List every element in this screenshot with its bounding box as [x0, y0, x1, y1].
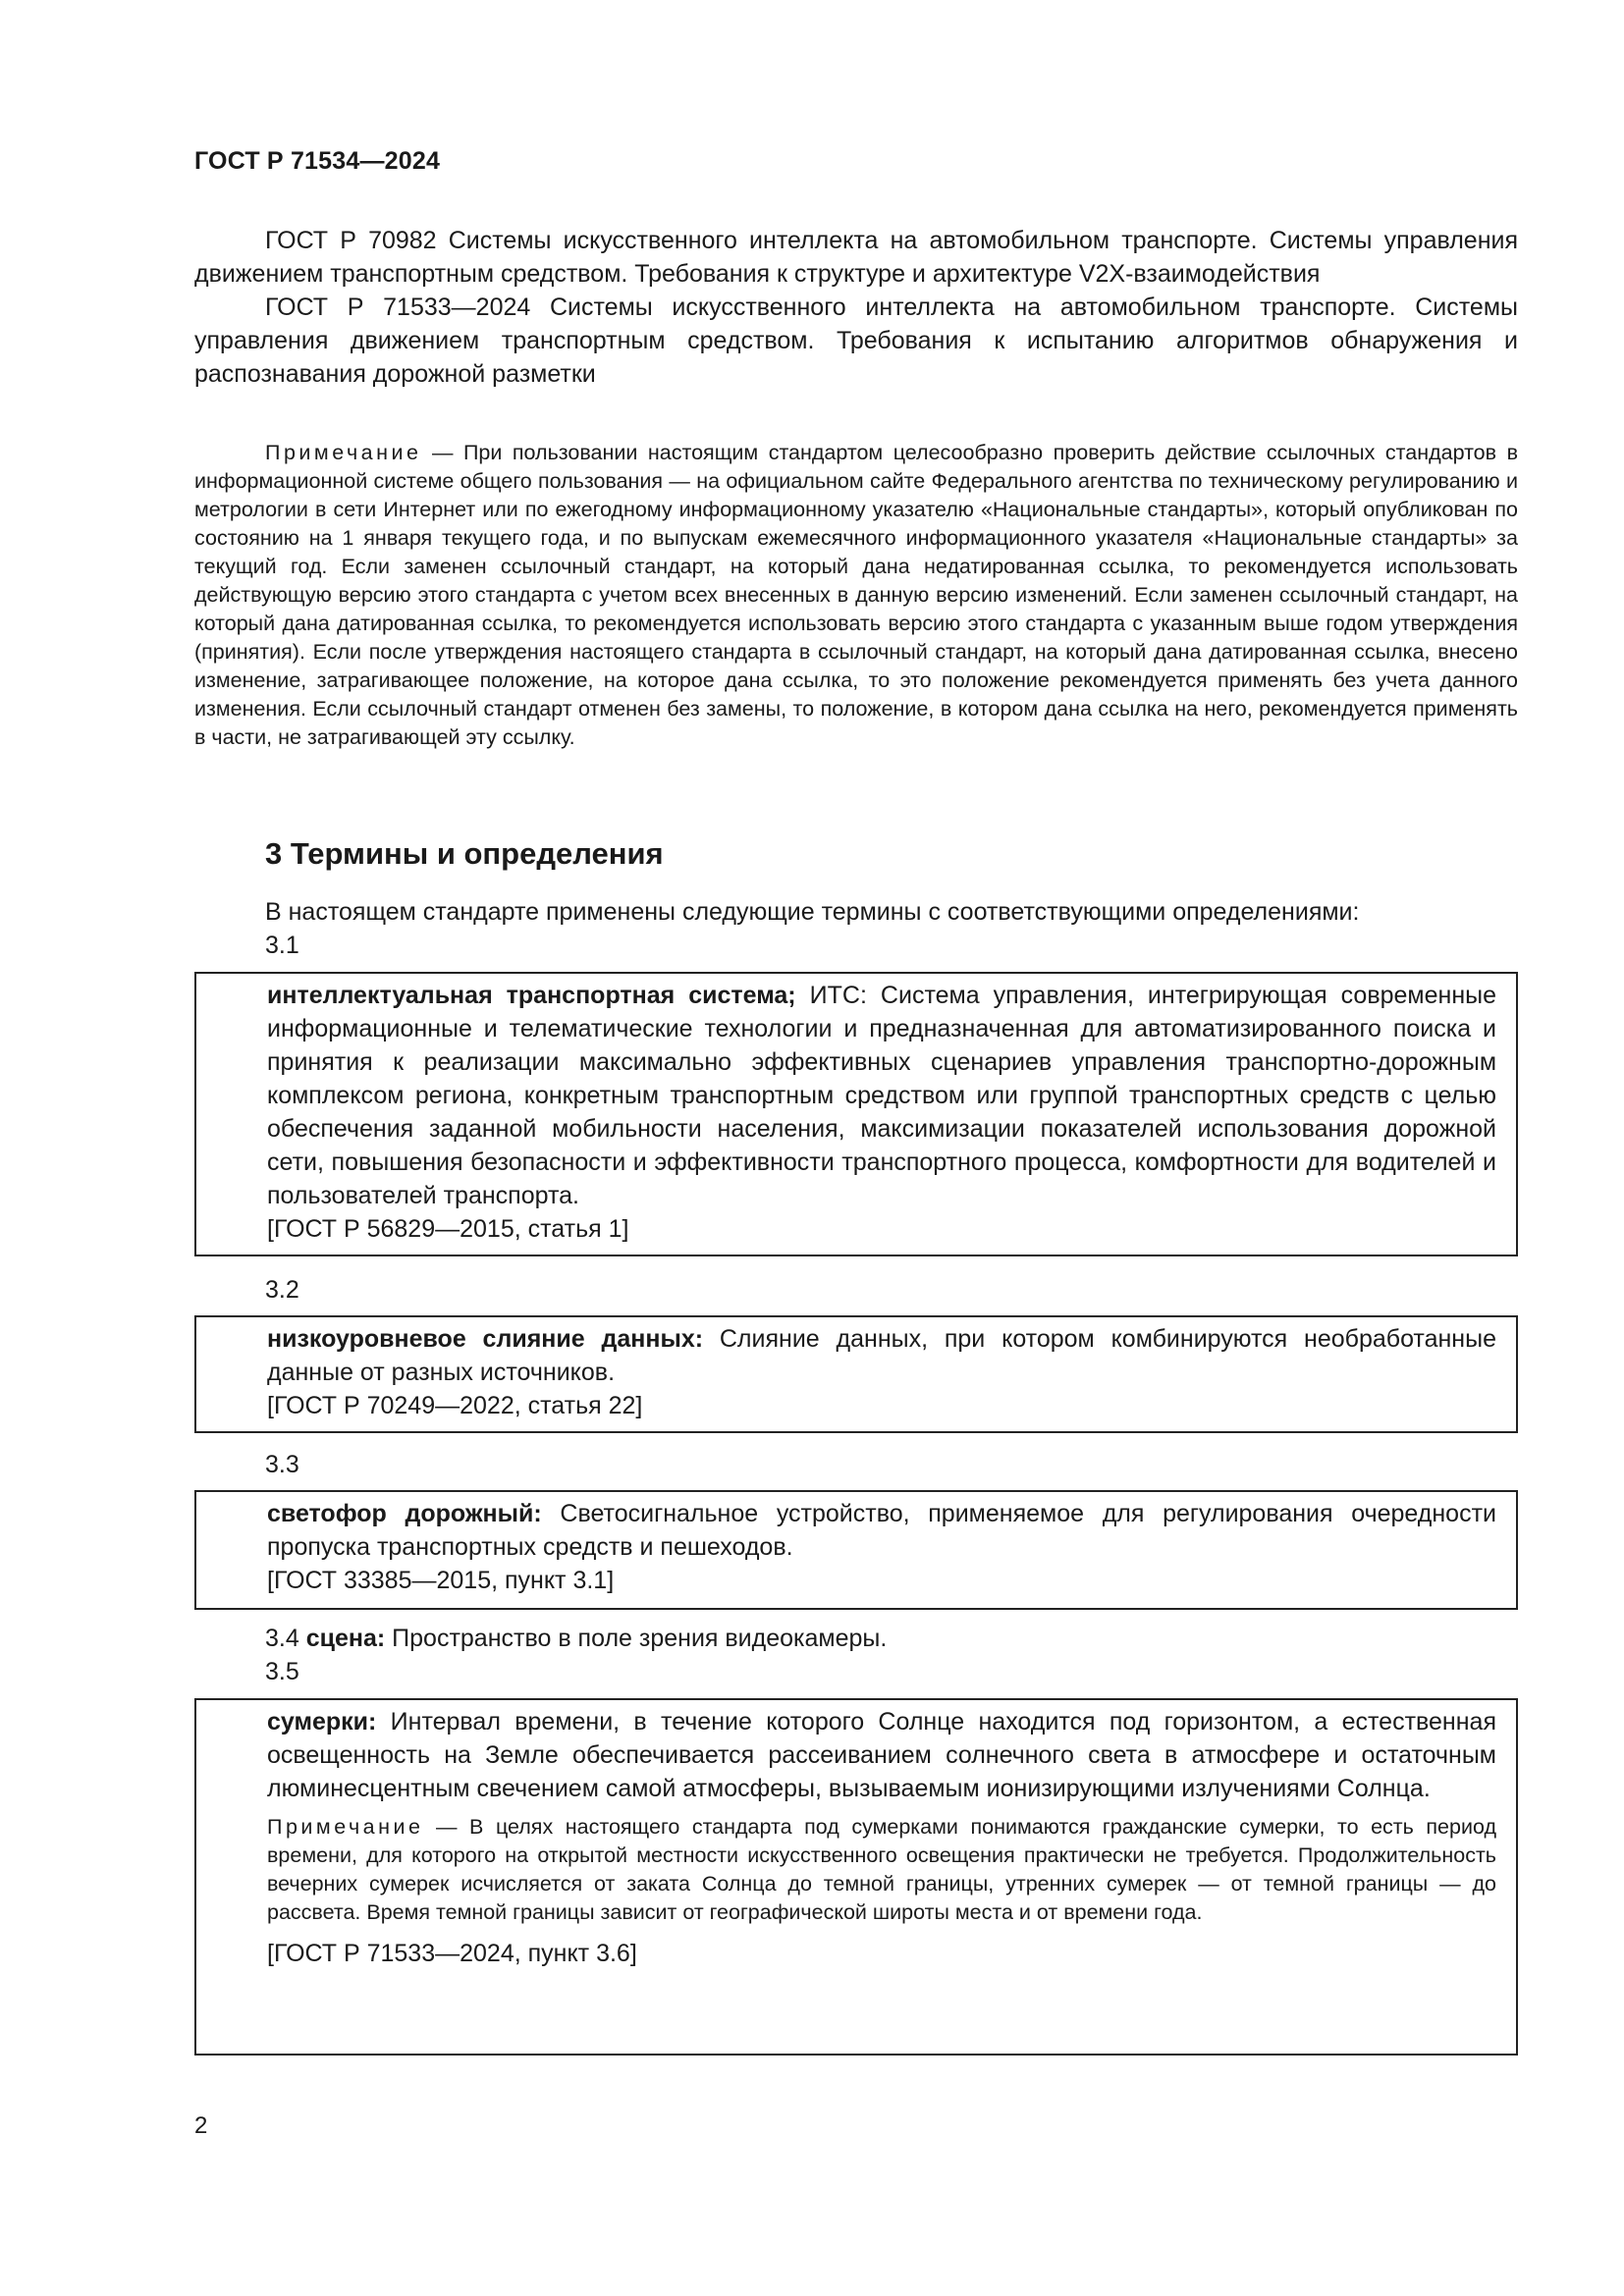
references-note	[194, 439, 1518, 752]
term-number: 3.4	[265, 1625, 299, 1652]
term-text: Интервал времени, в течение которого Солнце находится под горизонтом, а естественная освещенность на Земле обеспечивается рассеиванием солнечного света в атмосфере и остаточным люминесцентным свечением самой атмосферы, вызываемым ионизирующими излучениями Солнца.	[267, 1708, 1496, 1802]
note-label: Примечание	[265, 441, 422, 464]
term-source: [ГОСТ 33385—2015, пункт 3.1]	[267, 1567, 615, 1594]
term-source: [ГОСТ Р 56829—2015, статья 1]	[267, 1215, 629, 1243]
term-text: Светосигнальное устройство, применяемое для регулирования очередности пропуска транспортных средств и пешеходов.	[267, 1500, 1496, 1561]
term-box-3-1	[194, 972, 1518, 1256]
term-abbreviation: ИТС:	[795, 982, 867, 1009]
term-definition	[267, 1322, 1496, 1389]
reference-item: ГОСТ Р 71533—2024 Системы искусственного интеллекта на автомобильном транспорте. Системы управления движением транспортным средством. Требования к испытанию алгоритмов обнаружения и распознавания дорожной разметки	[194, 294, 1518, 388]
reference-item: ГОСТ Р 70982 Системы искусственного интеллекта на автомобильном транспорте. Системы управления движением транспортным средством. Требования к структуре и архитектуре V2X-взаимодействия	[194, 227, 1518, 288]
term-name: интеллектуальная транспортная система;	[267, 982, 796, 1009]
note-label: Примечание	[267, 1815, 424, 1839]
term-number: 3.5	[265, 1658, 299, 1685]
normative-references	[194, 224, 1518, 391]
term-number: 3.2	[265, 1276, 299, 1304]
note-paragraph	[194, 439, 1518, 752]
page-number: 2	[194, 2112, 208, 2139]
term-text: Пространство в поле зрения видеокамеры.	[385, 1625, 888, 1652]
term-name: низкоуровневое слияние данных:	[267, 1325, 704, 1353]
term-source: [ГОСТ Р 71533—2024, пункт 3.6]	[267, 1940, 637, 1967]
term-inline	[265, 1622, 887, 1655]
term-definition	[267, 979, 1496, 1212]
section-intro: В настоящем стандарте применены следующие термины с соответствующими определениями:	[265, 898, 1360, 926]
term-name: сумерки:	[267, 1708, 377, 1735]
note-text: — В целях настоящего стандарта под сумерками понимаются гражданские сумерки, то есть период времени, для которого на открытой местности искусственного освещения практически не требуется. Продолжительность вечерних сумерек исчисляется от заката Солнца до темной границы, утренних сумерек — от темной границы — до рассвета. Время темной границы зависит от географической широты места и от времени года.	[267, 1815, 1496, 1924]
term-number: 3.1	[265, 932, 299, 959]
term-note	[267, 1813, 1496, 1927]
term-source: [ГОСТ Р 70249—2022, статья 22]	[267, 1392, 643, 1419]
term-text: Система управления, интегрирующая современные информационные и телематические технологии и предназначенная для автоматизированного поиска и принятия к реализации максимально эффективных сценариев управления транспортно-дорожным комплексом региона, конкретным транспортным средством или группой транспортных средств с целью обеспечения заданной мобильности населения, максимизации показателей использования дорожной сети, повышения безопасности и эффективности транспортного процесса, комфортности для водителей и пользователей транспорта.	[267, 982, 1497, 1209]
section-title: 3 Термины и определения	[265, 836, 664, 871]
term-box-3-5	[194, 1698, 1518, 2056]
term-definition	[267, 1705, 1496, 1805]
term-number: 3.3	[265, 1451, 299, 1478]
term-name: сцена:	[305, 1625, 386, 1652]
term-box-3-2	[194, 1315, 1518, 1433]
term-name: светофор дорожный:	[267, 1500, 542, 1527]
document-header: ГОСТ Р 71534—2024	[194, 147, 441, 175]
term-box-3-3	[194, 1490, 1518, 1610]
term-text: Слияние данных, при котором комбинируются необработанные данные от разных источников.	[267, 1325, 1496, 1386]
term-definition	[267, 1497, 1496, 1564]
note-text: — При пользовании настоящим стандартом целесообразно проверить действие ссылочных стандартов в информационной системе общего пользования — на официальном сайте Федерального агентства по техническому регулированию и метрологии в сети Интернет или по ежегодному информационному указателю «Национальные стандарты», который опубликован по состоянию на 1 января текущего года, и по выпускам ежемесячного информационного указателя «Национальные стандарты» за текущий год. Если заменен ссылочный стандарт, на который дана недатированная ссылка, то рекомендуется использовать действующую версию этого стандарта с учетом всех внесенных в данную версию изменений. Если заменен ссылочный стандарт, на который дана датированная ссылка, то рекомендуется использовать версию этого стандарта с указанным выше годом утверждения (принятия). Если после утверждения настоящего стандарта в ссылочный стандарт, на который дана датированная ссылка, внесено изменение, затрагивающее положение, на которое дана ссылка, то это положение рекомендуется применять без учета данного изменения. Если ссылочный стандарт отменен без замены, то положение, в котором дана ссылка на него, рекомендуется применять в части, не затрагивающей эту ссылку.	[194, 441, 1518, 749]
